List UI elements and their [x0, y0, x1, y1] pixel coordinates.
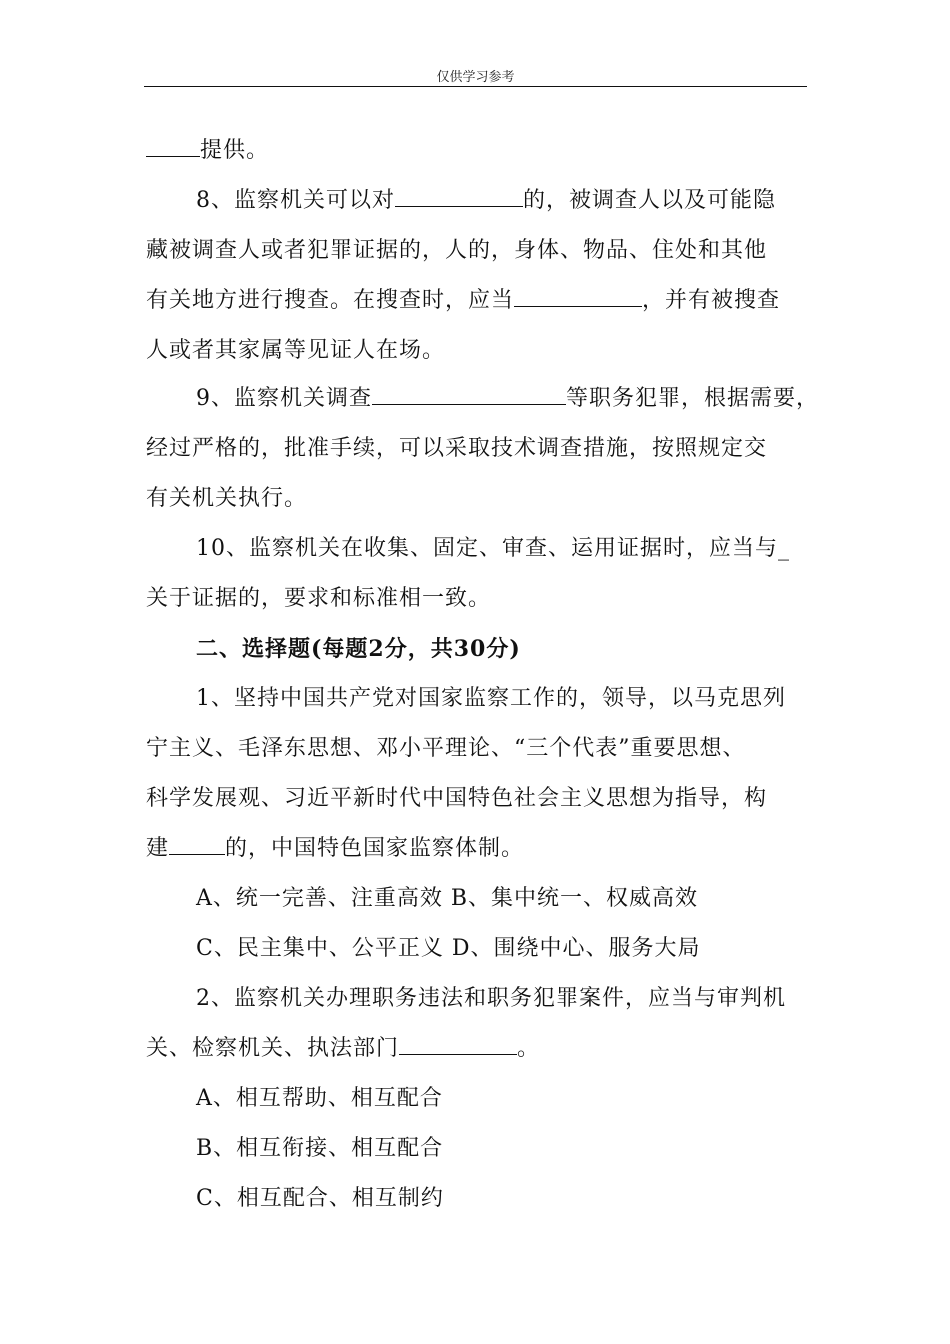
fill-blank	[514, 286, 642, 307]
text-line: 有关机关执行。	[146, 486, 308, 511]
text-line: 关、检察机关、执法部门 。	[146, 1036, 541, 1061]
section-heading: 二、选择题(每题2分，共30分)	[196, 636, 521, 662]
answer-option-a: A、相互帮助、相互配合	[196, 1086, 443, 1111]
fill-blank	[395, 186, 523, 207]
header-divider	[144, 86, 807, 87]
text-line: 有关地方进行搜查。在搜查时，应当 ，并有被搜查	[146, 288, 781, 313]
answer-options-cd: C、民主集中、公平正义 D、围绕中心、服务大局	[196, 936, 701, 961]
text-line: 藏被调查人或者犯罪证据的，人的，身体、物品、住处和其他	[146, 238, 768, 263]
page-header: 仅供学习参考	[436, 70, 515, 85]
choice-question-2: 2、监察机关办理职务违法和职务犯罪案件，应当与审判机	[196, 986, 786, 1011]
answer-option-c: C、相互配合、相互制约	[196, 1186, 444, 1211]
text-line: 宁主义、毛泽东思想、邓小平理论、“三个代表”重要思想、	[146, 736, 746, 761]
question-10: 10、监察机关在收集、固定、审查、运用证据时，应当与_	[196, 536, 790, 561]
fill-blank	[372, 384, 566, 405]
choice-question-1: 1、坚持中国共产党对国家监察工作的，领导，以马克思列	[196, 686, 786, 711]
text-line: 经过严格的，批准手续，可以采取技术调查措施，按照规定交	[146, 436, 768, 461]
fill-blank	[146, 136, 200, 157]
question-9: 9、监察机关调查 等职务犯罪，根据需要，	[196, 386, 820, 411]
answer-options-ab: A、统一完善、注重高效 B、集中统一、权威高效	[196, 886, 699, 911]
fill-blank	[399, 1034, 517, 1055]
answer-option-b: B、相互衔接、相互配合	[196, 1136, 444, 1161]
text-line: 关于证据的，要求和标准相一致。	[146, 586, 492, 611]
text-line: 科学发展观、习近平新时代中国特色社会主义思想为指导，构	[146, 786, 768, 811]
fill-blank	[169, 834, 225, 855]
text-line: 人或者其家属等见证人在场。	[146, 338, 446, 363]
question-8: 8、监察机关可以对 的，被调查人以及可能隐	[196, 188, 777, 213]
text-line: 提供。	[146, 136, 269, 166]
text-line: 建 的，中国特色国家监察体制。	[146, 836, 525, 861]
